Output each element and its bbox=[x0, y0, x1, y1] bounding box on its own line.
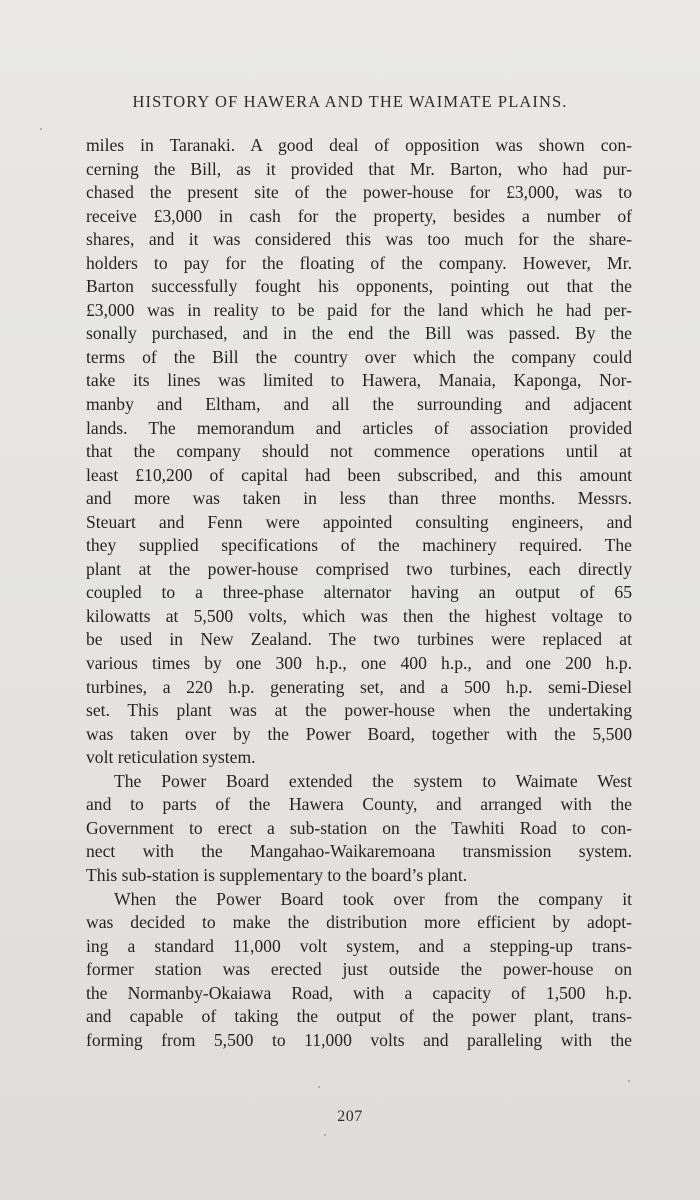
text-line: ing a standard 11,000 volt system, and a stepping-up trans- bbox=[86, 935, 632, 956]
text-line: cerning the Bill, as it provided that Mr. Barton, who had pur- bbox=[86, 158, 632, 179]
text-line: chased the present site of the power-house for £3,000, was to bbox=[86, 182, 632, 203]
text-line: kilowatts at 5,500 volts, which was then the highest voltage to bbox=[86, 605, 632, 626]
text-line: was decided to make the distribution more efficient by adopt- bbox=[86, 912, 632, 933]
text-line: manby and Eltham, and all the surrounding and adjacent bbox=[86, 394, 632, 415]
text-line: that the company should not commence operations until at bbox=[86, 441, 632, 462]
paper-speck bbox=[40, 128, 42, 130]
text-line: be used in New Zealand. The two turbines were replaced at bbox=[86, 629, 632, 650]
text-line: the Normanby-Okaiawa Road, with a capacity of 1,500 h.p. bbox=[86, 982, 632, 1003]
text-line: This sub-station is supplementary to the board’s plant. bbox=[86, 864, 468, 885]
text-line: lands. The memorandum and articles of association provided bbox=[86, 417, 632, 438]
text-line: holders to pay for the floating of the company. However, Mr. bbox=[86, 252, 632, 273]
text-line: coupled to a three-phase alternator having an output of 65 bbox=[86, 582, 632, 603]
text-line: and more was taken in less than three months. Messrs. bbox=[86, 488, 632, 509]
text-line: take its lines was limited to Hawera, Manaia, Kaponga, Nor- bbox=[86, 370, 632, 391]
paper-speck bbox=[318, 1086, 320, 1088]
text-line: forming from 5,500 to 11,000 volts and paralleling with the bbox=[86, 1029, 632, 1050]
text-line: Steuart and Fenn were appointed consulting engineers, and bbox=[86, 511, 632, 532]
text-line: Government to erect a sub-station on the Tawhiti Road to con- bbox=[86, 817, 632, 838]
running-header: HISTORY OF HAWERA AND THE WAIMATE PLAINS. bbox=[132, 92, 568, 111]
text-line: least £10,200 of capital had been subscribed, and this amount bbox=[86, 464, 632, 485]
text-line: terms of the Bill the country over which the company could bbox=[86, 346, 632, 367]
text-line: and capable of taking the output of the power plant, trans- bbox=[86, 1006, 632, 1027]
paper-speck bbox=[628, 1080, 630, 1082]
text-line: and to parts of the Hawera County, and arranged with the bbox=[86, 794, 632, 815]
text-line: shares, and it was considered this was too much for the share- bbox=[86, 229, 632, 250]
page-number: 207 bbox=[337, 1108, 363, 1125]
text-line: set. This plant was at the power-house when the undertaking bbox=[86, 700, 632, 721]
text-line: plant at the power-house comprised two turbines, each directly bbox=[86, 558, 632, 579]
text-line: volt reticulation system. bbox=[86, 747, 256, 768]
text-line: they supplied specifications of the machinery required. The bbox=[86, 535, 632, 556]
text-line: The Power Board extended the system to Waimate West bbox=[114, 770, 632, 791]
text-line: turbines, a 220 h.p. generating set, and a 500 h.p. semi-Diesel bbox=[86, 676, 632, 697]
text-line: When the Power Board took over from the company it bbox=[114, 888, 632, 909]
text-line: miles in Taranaki. A good deal of opposition was shown con- bbox=[86, 135, 632, 155]
text-line: Barton successfully fought his opponents, pointing out that the bbox=[86, 276, 632, 297]
paper-speck bbox=[324, 1134, 326, 1136]
text-line: nect with the Mangahao-Waikaremoana transmission system. bbox=[86, 841, 632, 862]
text-line: sonally purchased, and in the end the Bill was passed. By the bbox=[86, 323, 632, 344]
text-line: former station was erected just outside the power-house on bbox=[86, 959, 632, 980]
text-line: various times by one 300 h.p., one 400 h.p., and one 200 h.p. bbox=[86, 653, 632, 674]
text-line: £3,000 was in reality to be paid for the land which he had per- bbox=[86, 299, 632, 320]
text-line: was taken over by the Power Board, together with the 5,500 bbox=[86, 723, 632, 744]
text-line: receive £3,000 in cash for the property, besides a number of bbox=[86, 205, 632, 226]
body-text bbox=[86, 134, 632, 1052]
